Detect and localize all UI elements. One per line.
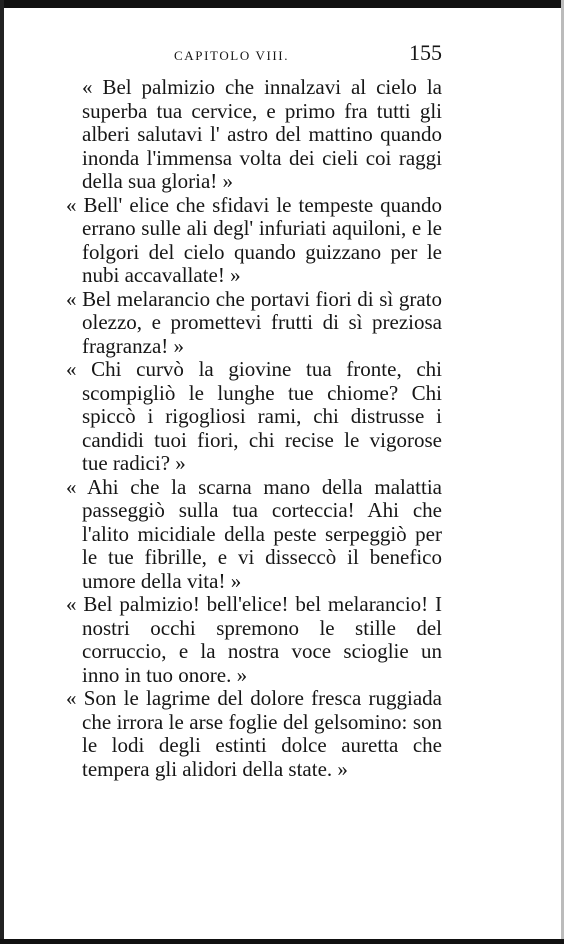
- running-head: [66, 42, 442, 76]
- stanza-3: « Bel melarancio che portavi fiori di sì grato olezzo, e promettevi frutti di sì preziosa fragranza! »: [66, 286, 442, 358]
- stanza-5: « Ahi che la scarna mano della malattia passeggiò sulla tua corteccia! Ahi che l'alito micidiale della peste serpeggiò per le tue fibrille, e vi disseccò il benefico umore della vita! »: [66, 474, 442, 593]
- stanza-7: « Son le lagrime del dolore fresca ruggiada che irrora le arse foglie del gelsomino: son le lodi degli estinti dolce auretta che tempera gli alidori della state. »: [66, 686, 442, 781]
- stanza-1: « Bel palmizio che innalzavi al cielo la superba tua cervice, e primo fra tutti gli alberi salutavi l' astro del mattino quando inonda l'immensa volta dei cieli coi raggi della sua gloria! »: [82, 75, 442, 193]
- page-number: 155: [409, 40, 442, 65]
- scan-border-left: [0, 0, 4, 944]
- stanza-2: « Bell' elice che sfidavi le tempeste quando errano sulle ali degl' infuriati aquiloni, e le folgori del cielo quando guizzano per le nubi accavallate! »: [66, 192, 442, 287]
- stanza-4: « Chi curvò la giovine tua fronte, chi scompigliò le lunghe tue chiome? Chi spiccò i rigogliosi rami, chi distrusse i candidi tuoi fiori, chi recise le vigorose tue radici? »: [66, 357, 442, 475]
- text-body: [66, 76, 442, 781]
- chapter-title: CAPITOLO VIII.: [174, 48, 290, 63]
- scan-border-bottom: [0, 939, 564, 944]
- book-page: [66, 42, 442, 781]
- stanza-6: « Bel palmizio! bell'elice! bel melarancio! I nostri occhi spremono le stille del corruccio, e la nostra voce scioglie un inno in tuo onore. »: [66, 592, 442, 687]
- scan-border-top: [0, 0, 564, 8]
